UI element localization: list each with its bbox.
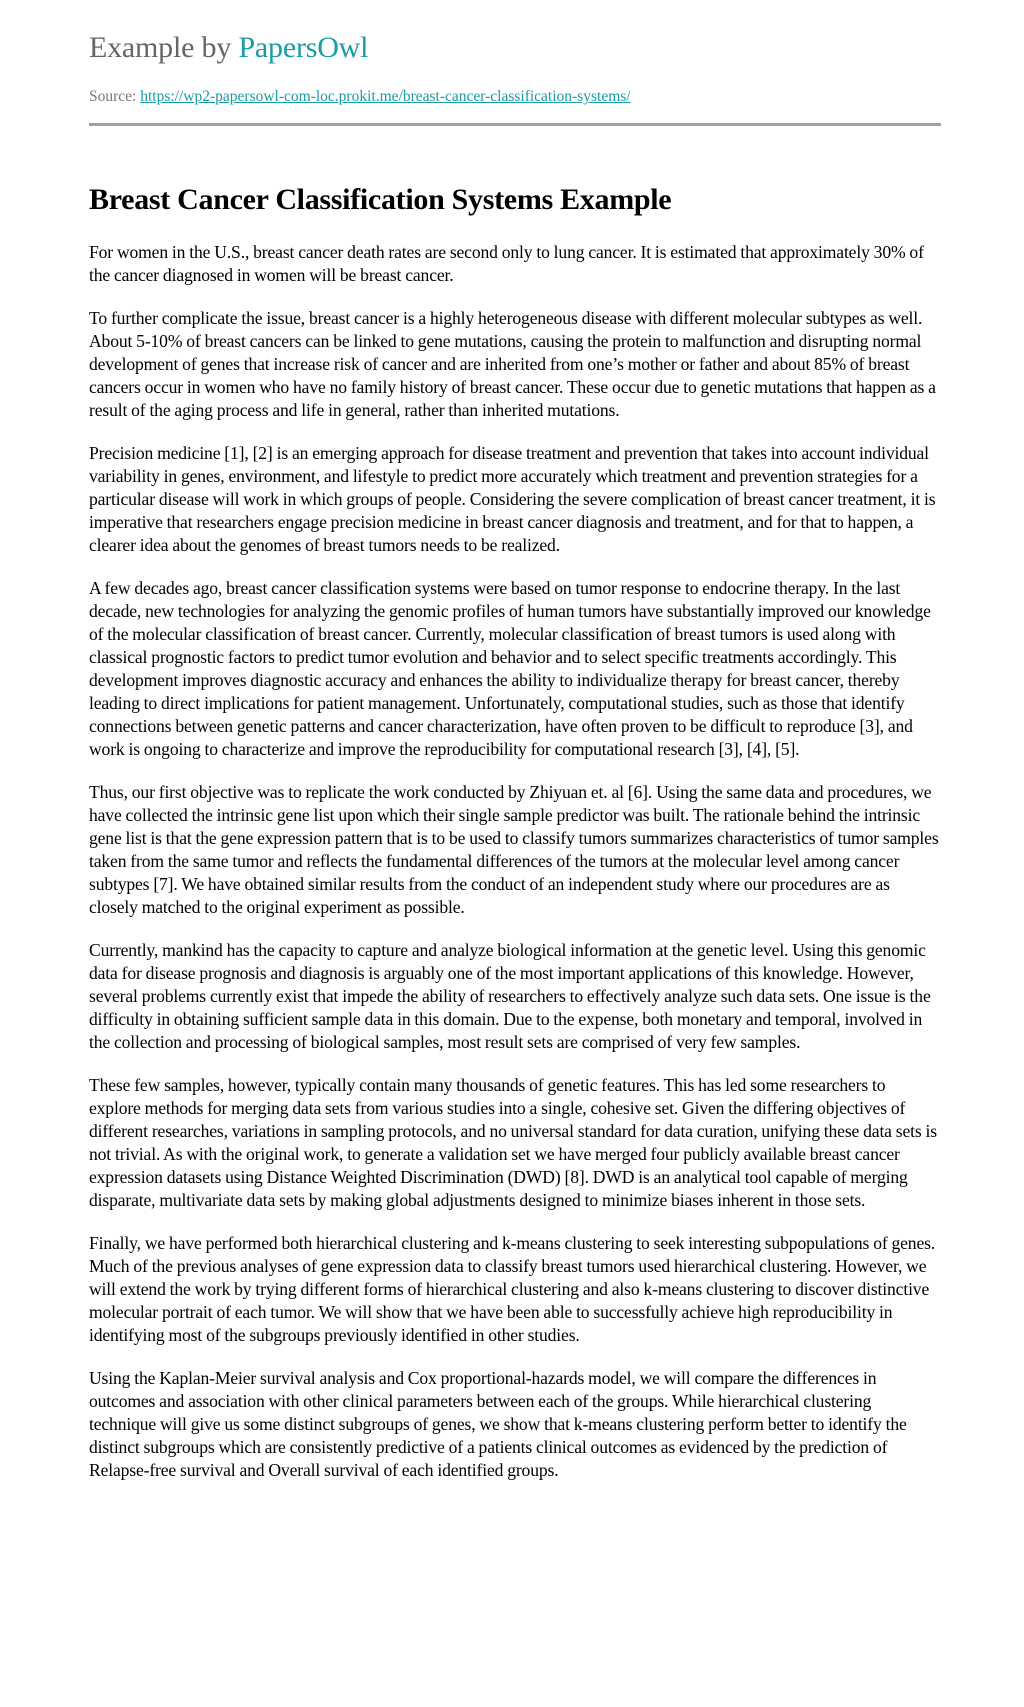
site-brand-header bbox=[89, 30, 368, 66]
article-body bbox=[89, 241, 941, 1502]
source-url-link[interactable]: https://wp2-papersowl-com-loc.prokit.me/breast-cancer-classification-systems/ bbox=[140, 88, 631, 105]
source-line bbox=[89, 87, 631, 107]
article-paragraph: Using the Kaplan-Meier survival analysis and Cox proportional-hazards model, we will compare the differences in outcomes and association with other clinical parameters between each of the groups. While hierarchical clustering technique will give us some distinct subgroups of genes, we show that k-means clustering perform better to identify the distinct subgroups which are consistently predictive of a patients clinical outcomes as evidenced by the prediction of Relapse-free survival and Overall survival of each identified groups. bbox=[89, 1367, 907, 1481]
article-paragraph: To further complicate the issue, breast cancer is a highly heterogeneous disease with different molecular subtypes as well. About 5-10% of breast cancers can be linked to gene mutations, causing the protein to malfunction and disrupting normal development of genes that increase risk of cancer and are inherited from one’s mother or father and about 85% of breast cancers occur in women who have no family history of breast cancer. These occur due to genetic mutations that happen as a result of the aging process and life in general, rather than inherited mutations. bbox=[89, 307, 936, 421]
article-paragraph: These few samples, however, typically contain many thousands of genetic features. This has led some researchers to explore methods for merging data sets from various studies into a single, cohesive set. Given the differing objectives of different researches, variations in sampling protocols, and no universal standard for data curation, unifying these data sets is not trivial. As with the original work, to generate a validation set we have merged four publicly available breast cancer expression datasets using Distance Weighted Discrimination (DWD) [8]. DWD is an analytical tool capable of merging disparate, multivariate data sets by making global adjustments designed to minimize biases inherent in those sets. bbox=[89, 1074, 937, 1211]
article-paragraph: Thus, our first objective was to replicate the work conducted by Zhiyuan et. al [6]. Using the same data and procedures, we have collected the intrinsic gene list upon which their single sample predictor was built. The rationale behind the intrinsic gene list is that the gene expression pattern that is to be used to classify tumors summarizes characteristics of tumor samples taken from the same tumor and reflects the fundamental differences of the tumors at the molecular level among cancer subtypes [7]. We have obtained similar results from the conduct of an independent study where our procedures are as closely matched to the original experiment as possible. bbox=[89, 781, 939, 918]
brand-name-link[interactable]: PapersOwl bbox=[238, 31, 369, 64]
article-paragraph: Precision medicine [1], [2] is an emerging approach for disease treatment and prevention that takes into account individual variability in genes, environment, and lifestyle to predict more accurately which treatment and prevention strategies for a particular disease will work in which groups of people. Considering the severe complication of breast cancer treatment, it is imperative that researchers engage precision medicine in breast cancer diagnosis and treatment, and for that to happen, a clearer idea about the genomes of breast tumors needs to be realized. bbox=[89, 442, 936, 556]
article-title: Breast Cancer Classification Systems Example bbox=[89, 183, 672, 216]
article-paragraph: A few decades ago, breast cancer classification systems were based on tumor response to endocrine therapy. In the last decade, new technologies for analyzing the genomic profiles of human tumors have substantially improved our knowledge of the molecular classification of breast cancer. Currently, molecular classification of breast tumors is used along with classical prognostic factors to predict tumor evolution and behavior and to select specific treatments accordingly. This development improves diagnostic accuracy and enhances the ability to individualize therapy for breast cancer, thereby leading to direct implications for patient management. Unfortunately, computational studies, such as those that identify connections between genetic patterns and cancer characterization, have often proven to be difficult to reproduce [3], and work is ongoing to characterize and improve the reproducibility for computational research [3], [4], [5]. bbox=[89, 577, 931, 760]
article-paragraph: For women in the U.S., breast cancer death rates are second only to lung cancer. It is estimated that approximately 30% of the cancer diagnosed in women will be breast cancer. bbox=[89, 242, 924, 286]
source-label: Source: bbox=[89, 88, 141, 105]
header-divider bbox=[89, 123, 941, 126]
article-paragraph: Currently, mankind has the capacity to capture and analyze biological information at the genetic level. Using this genomic data for disease prognosis and diagnosis is arguably one of the most important applications of this knowledge. However, several problems currently exist that impede the ability of researchers to effectively analyze such data sets. One issue is the difficulty in obtaining sufficient sample data in this domain. Due to the expense, both monetary and temporal, involved in the collection and processing of biological samples, most result sets are comprised of very few samples. bbox=[89, 939, 931, 1053]
brand-prefix: Example by bbox=[89, 31, 239, 64]
article-paragraph: Finally, we have performed both hierarchical clustering and k-means clustering to seek interesting subpopulations of genes. Much of the previous analyses of gene expression data to classify breast tumors used hierarchical clustering. However, we will extend the work by trying different forms of hierarchical clustering and also k-means clustering to discover distinctive molecular portrait of each tumor. We will show that we have been able to successfully achieve high reproducibility in identifying most of the subgroups previously identified in other studies. bbox=[89, 1232, 936, 1346]
